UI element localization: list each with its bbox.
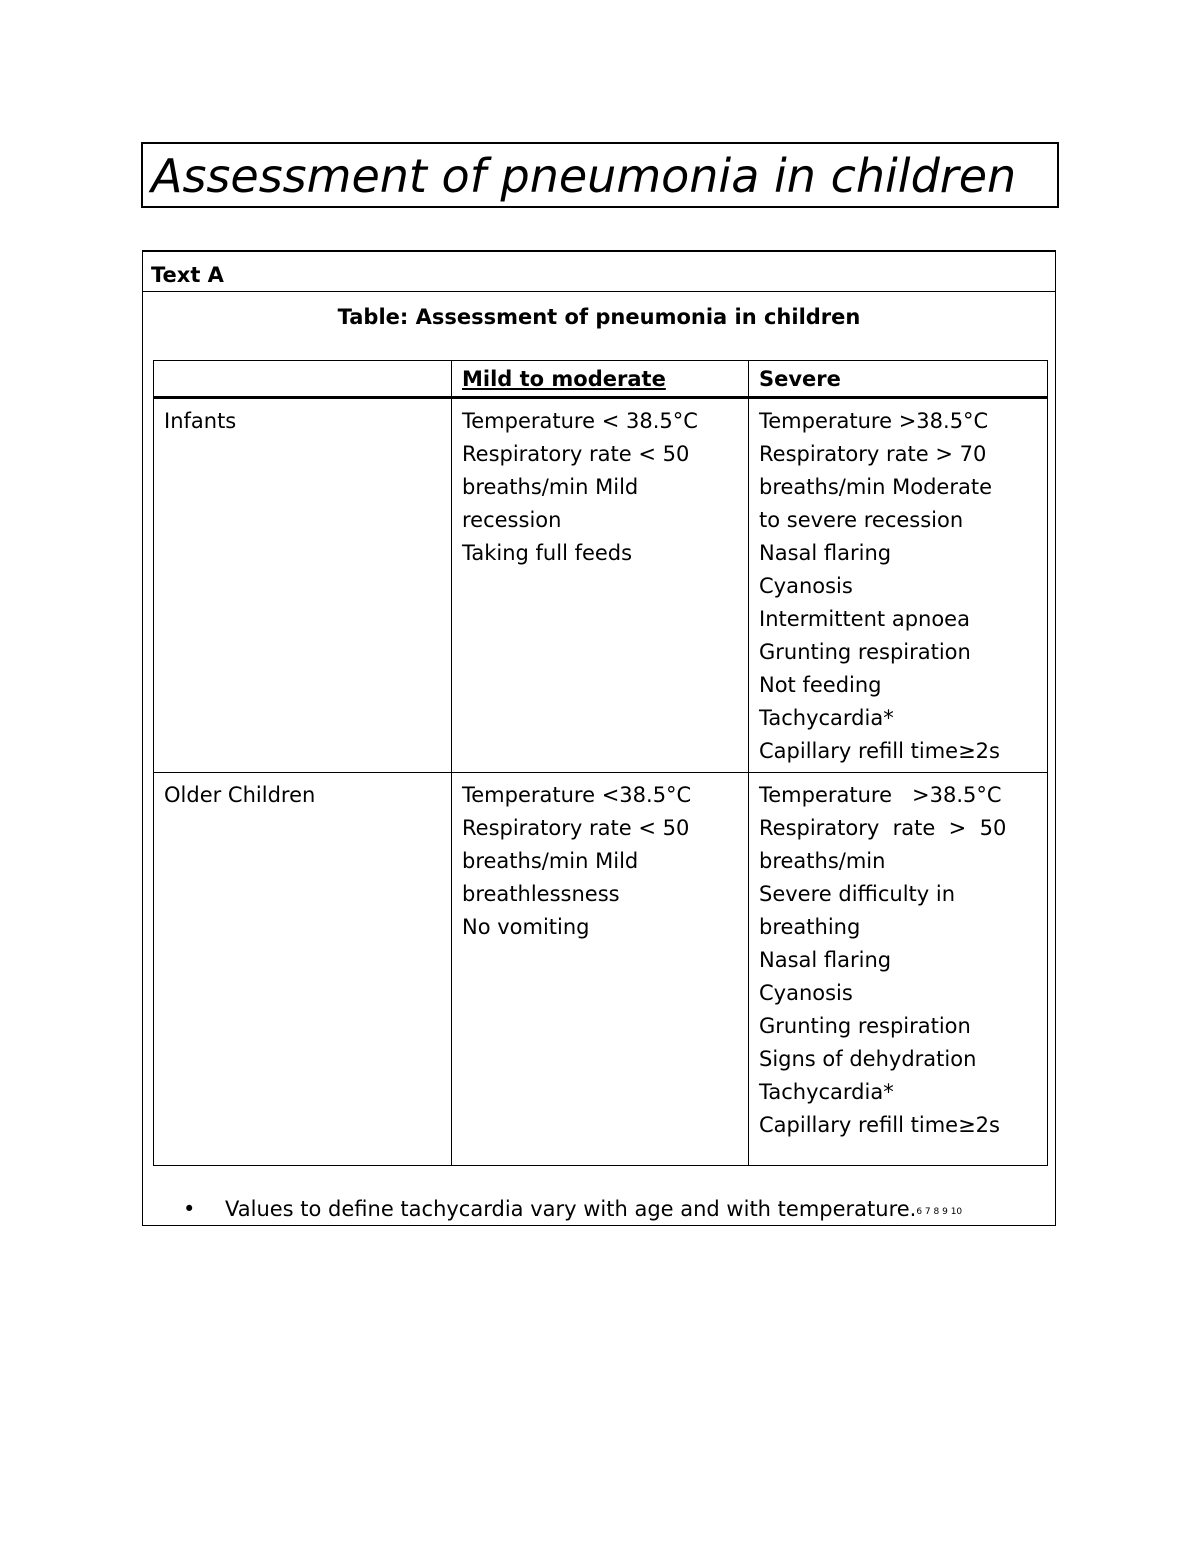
list-item: Grunting respiration bbox=[759, 1014, 971, 1038]
assessment-table bbox=[153, 360, 1048, 1166]
header-severe: Severe bbox=[749, 361, 1048, 398]
table-header-row bbox=[154, 361, 1048, 398]
list-item: breaths/min Mild bbox=[462, 475, 639, 499]
row-group-older-children: Older Children bbox=[154, 773, 452, 1166]
header-mild-label: Mild to moderate bbox=[462, 367, 666, 391]
list-item: Nasal flaring bbox=[759, 948, 892, 972]
list-item: Respiratory rate < 50 bbox=[462, 816, 690, 840]
list-item: Grunting respiration bbox=[759, 640, 971, 664]
list-item: No vomiting bbox=[462, 915, 590, 939]
list-item: Respiratory rate < 50 bbox=[462, 442, 690, 466]
text-a-label: Text A bbox=[151, 263, 224, 287]
list-item: Cyanosis bbox=[759, 981, 853, 1005]
list-item: Cyanosis bbox=[759, 574, 853, 598]
header-mild-to-moderate bbox=[452, 361, 749, 398]
infants-severe-cell bbox=[749, 398, 1048, 773]
list-item: Temperature >38.5°C bbox=[759, 409, 989, 433]
footnote bbox=[183, 1196, 962, 1225]
list-item: Severe difficulty in bbox=[759, 882, 956, 906]
list-item: breathlessness bbox=[462, 882, 620, 906]
text-a-box bbox=[142, 250, 1056, 1226]
title-box bbox=[141, 142, 1059, 208]
bullet-icon: • bbox=[183, 1197, 196, 1221]
list-item: Signs of dehydration bbox=[759, 1047, 977, 1071]
list-item: Respiratory rate > 50 bbox=[759, 816, 1007, 840]
list-item: Nasal flaring bbox=[759, 541, 892, 565]
table-caption: Table: Assessment of pneumonia in children bbox=[337, 305, 861, 329]
list-item: Not feeding bbox=[759, 673, 882, 697]
list-item: to severe recession bbox=[759, 508, 964, 532]
header-empty bbox=[154, 361, 452, 398]
list-item: Taking full feeds bbox=[462, 541, 633, 565]
list-item: Capillary refill time≥2s bbox=[759, 1113, 1000, 1137]
list-item: Temperature <38.5°C bbox=[462, 783, 692, 807]
page-title: Assessment of pneumonia in children bbox=[151, 149, 1017, 203]
list-item: Intermittent apnoea bbox=[759, 607, 970, 631]
footnote-text: Values to define tachycardia vary with age and with temperature. bbox=[225, 1197, 917, 1221]
list-item: Respiratory rate > 70 bbox=[759, 442, 987, 466]
list-item: breathing bbox=[759, 915, 861, 939]
footnote-references: 6 7 8 9 10 bbox=[916, 1207, 963, 1217]
list-item: breaths/min bbox=[759, 849, 886, 873]
table-row-infants bbox=[154, 398, 1048, 773]
list-item: Tachycardia* bbox=[759, 706, 894, 730]
infants-mild-cell bbox=[452, 398, 749, 773]
list-item: Temperature < 38.5°C bbox=[462, 409, 698, 433]
row-group-infants: Infants bbox=[154, 398, 452, 773]
older-severe-cell bbox=[749, 773, 1048, 1166]
older-mild-cell bbox=[452, 773, 749, 1166]
list-item: Capillary refill time≥2s bbox=[759, 739, 1000, 763]
list-item: breaths/min Moderate bbox=[759, 475, 992, 499]
list-item: recession bbox=[462, 508, 562, 532]
list-item: breaths/min Mild bbox=[462, 849, 639, 873]
table-row-older-children bbox=[154, 773, 1048, 1166]
list-item: Tachycardia* bbox=[759, 1080, 894, 1104]
list-item: Temperature >38.5°C bbox=[759, 783, 1002, 807]
text-a-label-row bbox=[143, 252, 1055, 292]
